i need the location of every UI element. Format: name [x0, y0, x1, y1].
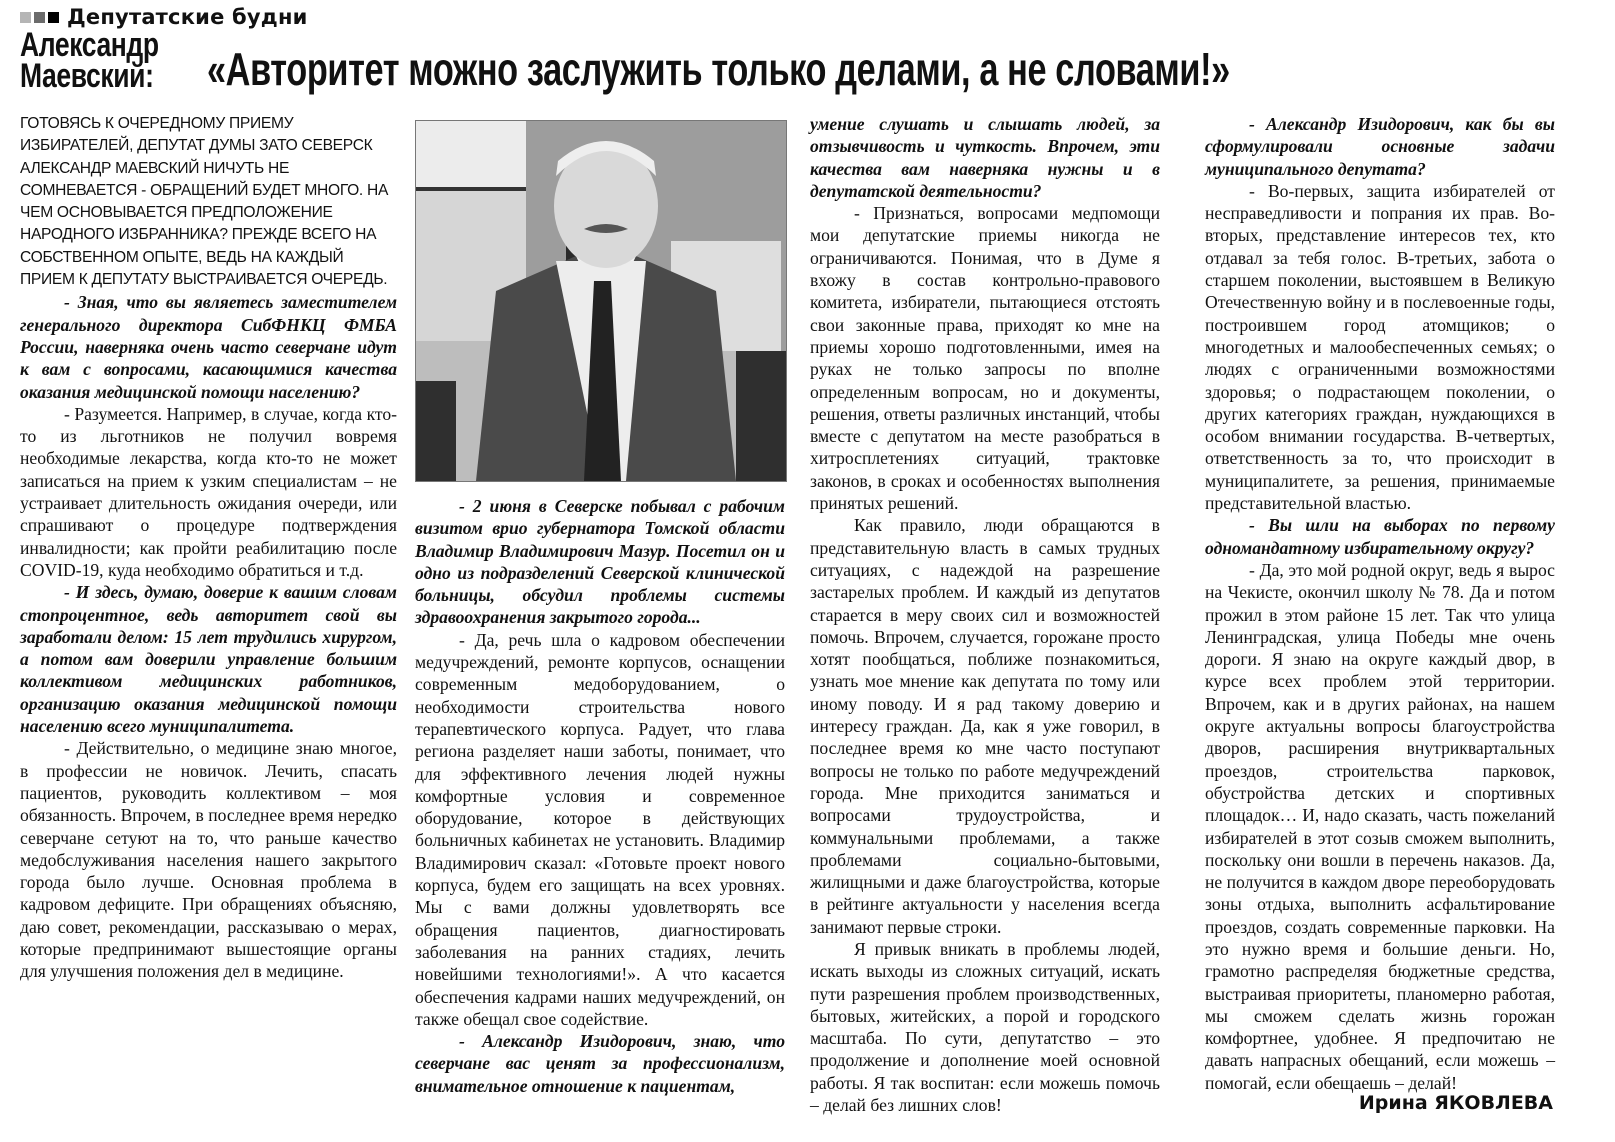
author-byline: Ирина ЯКОВЛЕВА [1358, 1092, 1553, 1114]
answer-paragraph: - Во-первых, защита избирателей от несправедливости и попрания их прав. Во-вторых, представление интересов тех, кто отдавал за тебя голос. В-третьих, забота о старшем поколении, выстоявшем в Великую Отечественную войну и в послевоенные годы, построившем город атомщиков; о многодетных и малообеспеченных семьях; о людях с ограниченными возможностями здоровья; о подрастающем поколении, о других категориях граждан, нуждающихся в особом внимании государства. В-четвертых, ответственность за то, что происходит в муниципалитете, за решения, принимаемые представительной властью. [1205, 180, 1555, 514]
rubric-title: Депутатские будни [67, 5, 308, 29]
column-body [1205, 113, 1555, 1094]
question-paragraph: умение слушать и слышать людей, за отзывчивость и чуткость. Впрочем, эти качества вам наверняка нужны и в депутатской деятельности? [810, 114, 1160, 201]
answer-paragraph: Я привык вникать в проблемы людей, искать выходы из сложных ситуаций, искать пути разрешения проблем производственных, бытовых, житейских, а порой и городского масштаба. По сути, депутатство – это продолжение и дополнение моей основной работы. Я так воспитан: если можешь помочь – делай без лишних слов! [810, 938, 1160, 1116]
article-column-1 [20, 113, 397, 983]
rubric-square-icon [48, 12, 59, 23]
answer-paragraph: - Разумеется. Например, в случае, когда кто-то из льготников не получил вовремя необходимые лекарства, когда кто-то не может записаться на прием к узким специалистам – не устраивает длительность ожидания очереди, или спрашивают о процедуре подтверждения инвалидности; как пройти реабилитацию после COVID-19, куда необходимо обратиться и т.д. [20, 403, 397, 580]
column-body [810, 113, 1160, 1116]
answer-paragraph: - Да, это мой родной округ, ведь я вырос на Чекисте, окончил школу № 78. Да и потом прожил в этом районе 15 лет. Так что улица Ленинградская, улица Победы мне очень дороги. Я знаю на округе каждый двор, в курсе всех проблем этой территории. Впрочем, как и в других районах, на нашем округе актуальны вопросы благоустройства дворов, расширения внутриквартальных проездов, строительства парковок, обустройства детских и спортивных площадок… И, надо сказать, часть пожеланий избирателей в этот созыв сможем выполнить, поскольку они вошли в перечень наказов. Да, не получится в каждом дворе переоборудовать зоны отдыха, выполнить асфальтирование проездов, создать современные парковки. На это нужно время и большие деньги. Но, грамотно распределяя бюджетные средства, выстраивая приоритеты, планомерно работая, мы сможем сделать жизнь горожан комфортнее, удобнее. Я предпочитаю не давать напрасных обещаний, если можешь – помогай, если обещаешь – делай! [1205, 559, 1556, 1093]
column-body [415, 495, 785, 1097]
question-paragraph: - И здесь, думаю, доверие к вашим словам стопроцентное, ведь авторитет свой вы заработали делом: 15 лет трудились хирургом, а потом вам доверили управление большим коллективом медицинских работников, организацию оказания медицинской помощи населению всего муниципалитета. [20, 582, 397, 737]
question-paragraph: - Александр Изидорович, как бы вы сформулировали основные задачи муниципального депутата? [1205, 114, 1555, 179]
portrait-photo-icon [416, 121, 786, 481]
question-paragraph: - Зная, что вы являетесь заместителем генерального директора СибФНКЦ ФМБА России, наверняка очень часто северчане идут к вам с вопросами, касающимися качества оказания медицинской помощи населению? [20, 292, 397, 402]
article-column-4 [1205, 113, 1555, 1094]
question-paragraph: - Вы шли на выборах по первому одномандатному избирательному округу? [1205, 515, 1555, 558]
interviewee-name [20, 26, 159, 95]
interviewee-last-name: Маевский: [20, 57, 154, 95]
interviewee-first-name: Александр [20, 26, 159, 64]
answer-paragraph: - Признаться, вопросами медпомощи мои депутатские приемы никогда не ограничиваются. Понимая, что в Думе я вхожу в состав контрольно-правового комитета, избиратели, пытающиеся отстоять свои законные права, приходят ко мне на приемы хорошо подготовленными, имея на руках не только запросы по вполне определенным вопросам, но и документы, решения, ответы различных инстанций, чтобы вместе с депутатом на месте разобраться в хитросплетениях ситуаций, трактовке законов, в сроках и особенностях выполнения принятых решений. [810, 203, 1160, 514]
rubric-square-icon [34, 12, 45, 23]
question-paragraph: - 2 июня в Северске побывал с рабочим визитом врио губернатора Томской области Владимир Владимирович Мазур. Посетил он и одно из подразделений Северской клинической больницы, обсудил проблемы системы здравоохранения закрытого города... [415, 496, 785, 628]
article-column-2 [415, 495, 785, 1097]
article-column-3 [810, 113, 1160, 1116]
column-body [20, 291, 397, 982]
answer-paragraph: - Действительно, о медицине знаю многое, в профессии не новичок. Лечить, спасать пациентов, руководить коллективом – моя обязанность. Впрочем, в последнее время нередко северчане сетуют на то, что раньше качество медобслуживания населения нашего закрытого города было лучше. Основная проблема в кадровом дефиците. При обращениях объясняю, даю совет, рекомендации, рассказываю о мерах, которые предпринимают вышестоящие органы для улучшения положения дел в медицине. [20, 738, 397, 982]
rubric-square-icon [20, 12, 31, 23]
portrait-photo [415, 120, 787, 482]
answer-paragraph: Как правило, люди обращаются в представительную власть в самых трудных ситуациях, с надеждой на разрешение застарелых проблем. И каждый из депутатов старается в меру своих сил и возможностей помочь. Впрочем, случается, горожане просто хотят пообщаться, поближе познакомиться, узнать мое мнение как депутата по тому или иному поводу. И я рад такому доверию и интересу граждан. Да, как я уже говорил, в последнее время ко мне часто поступают вопросы не только по работе медучреждений города. Мне приходится заниматься и вопросами трудоустройства, и коммунальными проблемами, а также проблемами социально-бытовыми, жилищными и даже благоустройства, которые в рейтинге актуальности у населения всегда занимают первые строки. [810, 515, 1160, 937]
article-lead: ГОТОВЯСЬ К ОЧЕРЕДНОМУ ПРИЕМУ ИЗБИРАТЕЛЕЙ, ДЕПУТАТ ДУМЫ ЗАТО СЕВЕРСК АЛЕКСАНДР МАЕВСКИЙ НИЧУТЬ НЕ СОМНЕВАЕТСЯ - ОБРАЩЕНИЙ БУДЕТ МНОГО. НА ЧЕМ ОСНОВЫВАЕТСЯ ПРЕДПОЛОЖЕНИЕ НАРОДНОГО ИЗБРАННИКА? ПРЕЖДЕ ВСЕГО НА СОБСТВЕННОМ ОПЫТЕ, ВЕДЬ НА КАЖДЫЙ ПРИЕМ К ДЕПУТАТУ ВЫСТРАИВАЕТСЯ ОЧЕРЕДЬ. [20, 115, 389, 289]
question-paragraph: - Александр Изидорович, знаю, что северчане вас ценят за профессионализм, внимательное отношение к пациентам, [415, 1031, 785, 1096]
answer-paragraph: - Да, речь шла о кадровом обеспечении медучреждений, ремонте корпусов, оснащении современным медоборудованием, о необходимости строительства нового терапевтического корпуса. Радует, что глава региона разделяет наши заботы, понимает, что для эффективного лечения людей нужны комфортные условия и современное оборудование, которое в действующих больничных кабинетах не установить. Владимир Владимирович сказал: «Готовьте проект нового корпуса, будем его защищать на всех уровнях. Мы с вами должны удовлетворять все обращения пациентов, диагностировать заболевания на ранних стадиях, лечить новейшими технологиями!». А что касается обеспечения кадрами наших медучреждений, он также обещал свое содействие. [415, 629, 785, 1029]
article-headline: «Авторитет можно заслужить только делами, а не словами!» [207, 43, 1230, 95]
